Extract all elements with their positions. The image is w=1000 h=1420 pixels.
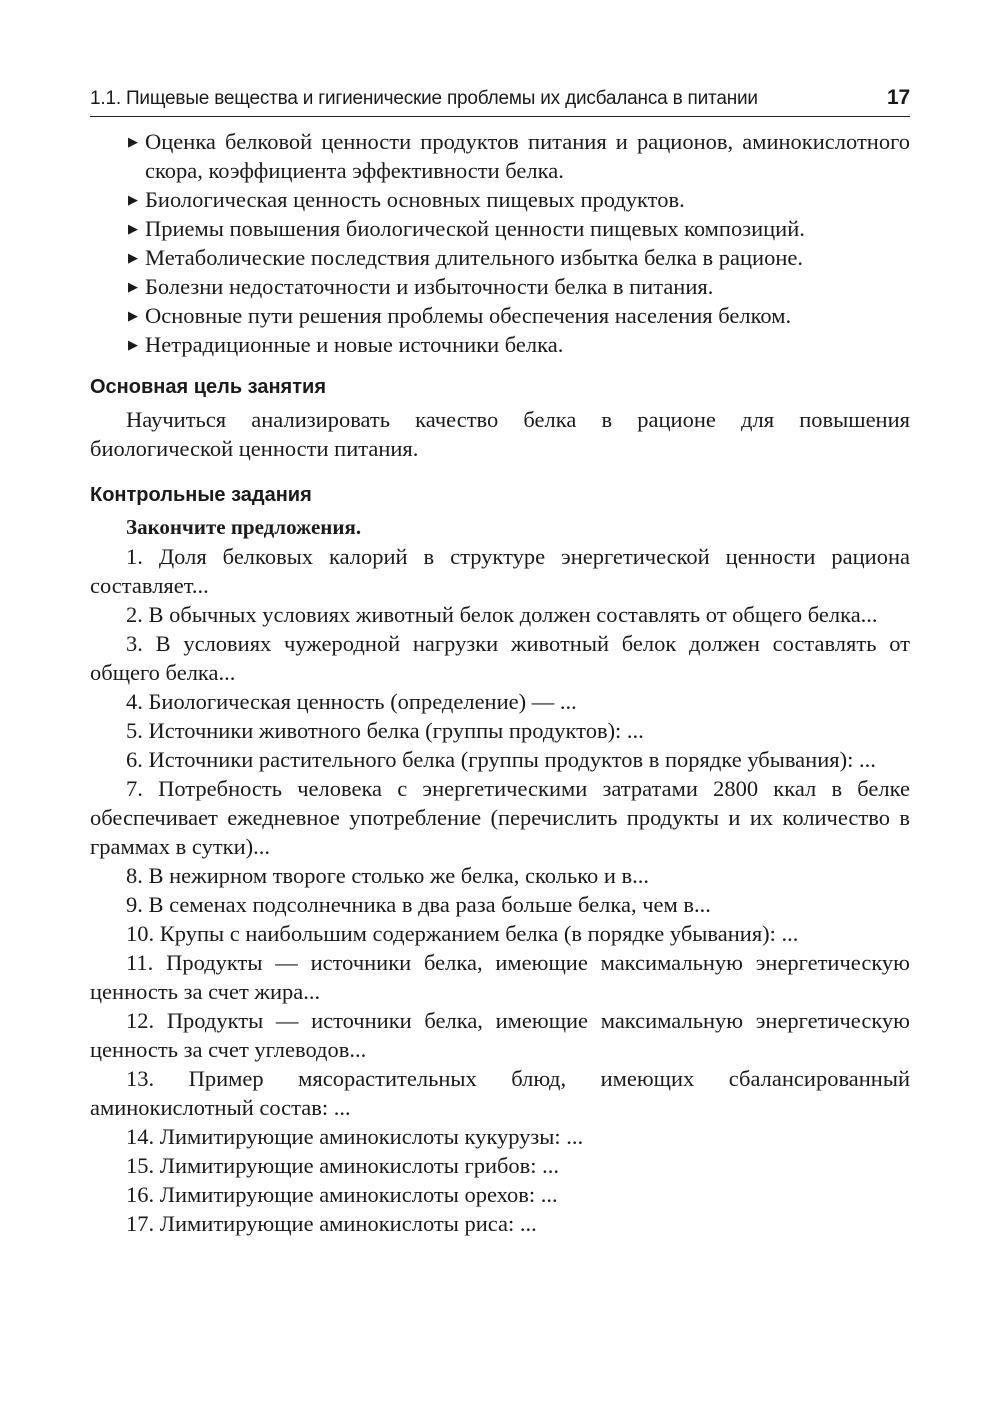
triangle-right-icon: ▶ bbox=[128, 134, 138, 149]
book-page bbox=[90, 86, 910, 1238]
task-item: 15. Лимитирующие аминокислоты грибов: ... bbox=[126, 1153, 560, 1178]
list-item: ▶ Биологическая ценность основных пищевых продуктов. bbox=[128, 187, 685, 212]
task-item: 6. Источники растительного белка (группы продуктов в порядке убывания): ... bbox=[126, 747, 876, 772]
task-item: 14. Лимитирующие аминокислоты кукурузы: ... bbox=[126, 1124, 584, 1149]
list-item: ▶ Основные пути решения проблемы обеспечения населения белком. bbox=[128, 303, 792, 328]
task-item: 11. Продукты — источники белка, имеющие максимальную энергетическую ценность за счет жира... bbox=[90, 950, 910, 1004]
triangle-right-icon: ▶ bbox=[128, 337, 138, 352]
tasks-list bbox=[90, 542, 910, 1238]
list-item: ▶ Болезни недостаточности и избыточности белка в питания. bbox=[128, 274, 714, 299]
task-item: 12. Продукты — источники белка, имеющие максимальную энергетическую ценность за счет углеводов... bbox=[90, 1008, 910, 1062]
tasks-heading: Контрольные задания bbox=[90, 484, 312, 506]
triangle-right-icon: ▶ bbox=[128, 250, 138, 265]
running-title: 1.1. Пищевые вещества и гигиенические проблемы их дисбаланса в питании bbox=[90, 88, 758, 109]
tasks-subtitle: Закончите предложения. bbox=[126, 515, 362, 539]
triangle-right-icon: ▶ bbox=[128, 279, 138, 294]
task-item: 7. Потребность человека с энергетическими затратами 2800 ккал в белке обеспечивает ежедневное употребление (перечислить продукты и их количество в граммах в сутки)... bbox=[90, 776, 910, 859]
list-item: ▶ Оценка белковой ценности продуктов питания и рационов, аминокислотного скора, коэффициента эффективности белка. bbox=[128, 129, 910, 183]
running-header bbox=[90, 86, 910, 117]
triangle-right-icon: ▶ bbox=[128, 192, 138, 207]
goal-heading: Основная цель занятия bbox=[90, 376, 326, 398]
task-item: 3. В условиях чужеродной нагрузки животный белок должен составлять от общего белка... bbox=[90, 631, 910, 685]
list-item: ▶ Приемы повышения биологической ценности пищевых композиций. bbox=[128, 216, 805, 241]
task-item: 4. Биологическая ценность (определение) — ... bbox=[126, 689, 577, 714]
task-item: 2. В обычных условиях животный белок должен составлять от общего белка... bbox=[126, 602, 878, 627]
list-item: ▶ Нетрадиционные и новые источники белка. bbox=[128, 332, 564, 357]
task-item: 13. Пример мясорастительных блюд, имеющих сбалансированный аминокислотный состав: ... bbox=[90, 1066, 910, 1120]
page-number: 17 bbox=[887, 86, 910, 109]
task-item: 8. В нежирном твороге столько же белка, сколько и в... bbox=[126, 863, 650, 888]
goal-text: Научиться анализировать качество белка в рационе для повышения биологической ценности питания. bbox=[90, 407, 910, 461]
task-item: 1. Доля белковых калорий в структуре энергетической ценности рациона составляет... bbox=[90, 544, 910, 598]
task-item: 16. Лимитирующие аминокислоты орехов: ... bbox=[126, 1182, 558, 1207]
topics-list bbox=[90, 127, 910, 359]
task-item: 10. Крупы с наибольшим содержанием белка (в порядке убывания): ... bbox=[126, 921, 799, 946]
task-item: 9. В семенах подсолнечника в два раза больше белка, чем в... bbox=[126, 892, 711, 917]
task-item: 5. Источники животного белка (группы продуктов): ... bbox=[126, 718, 644, 743]
triangle-right-icon: ▶ bbox=[128, 308, 138, 323]
list-item: ▶ Метаболические последствия длительного избытка белка в рационе. bbox=[128, 245, 803, 270]
triangle-right-icon: ▶ bbox=[128, 221, 138, 236]
task-item: 17. Лимитирующие аминокислоты риса: ... bbox=[126, 1211, 537, 1236]
